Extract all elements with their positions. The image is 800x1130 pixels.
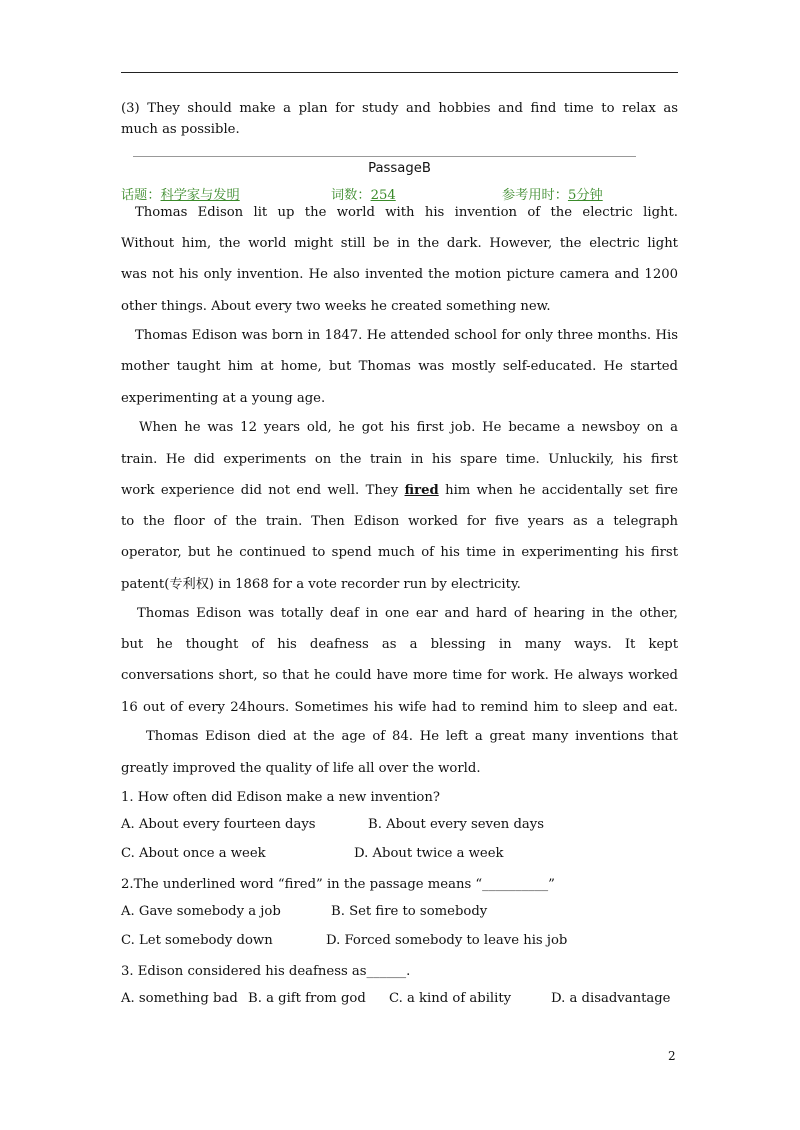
topic-meta (121, 184, 240, 203)
topic-value: 科学家与发明 (160, 188, 240, 203)
paragraph-line: greatly improved the quality of life all over the world. (121, 761, 481, 776)
time-meta (502, 184, 603, 203)
paragraph-line: operator, but he continued to spend much of his time in experimenting his first (121, 545, 678, 560)
paragraph-line: was not his only invention. He also invented the motion picture camera and 1200 (121, 267, 678, 282)
q2-option-a: A. Gave somebody a job (121, 904, 281, 919)
text-span: him when he accidentally set fire (438, 483, 678, 498)
q1-option-b: B. About every seven days (368, 817, 545, 832)
question-3: 3. Edison considered his deafness as______. (121, 964, 411, 979)
text-span: work experience did not end well. They (121, 483, 405, 498)
paragraph-line: other things. About every two weeks he created something new. (121, 299, 551, 314)
question-2: 2.The underlined word “fired” in the passage means “__________” (121, 877, 555, 892)
topic-label: 话题： (121, 188, 161, 203)
time-label: 参考用时： (502, 188, 568, 203)
paragraph-line: Thomas Edison died at the age of 84. He left a great many inventions that (146, 729, 678, 744)
q3-option-c: C. a kind of ability (389, 991, 512, 1006)
page-number: 2 (668, 1049, 676, 1063)
question-1: 1. How often did Edison make a new invention? (121, 790, 440, 805)
q1-option-d: D. About twice a week (354, 846, 504, 861)
prev-answer-line-1: (3) They should make a plan for study and hobbies and find time to relax as (121, 101, 678, 116)
q3-option-b: B. a gift from god (248, 991, 366, 1006)
header-rule (121, 72, 678, 73)
word-count-label: 词数： (331, 188, 371, 203)
word-count-meta (331, 184, 396, 203)
passage-title: PassageB (368, 161, 431, 176)
q2-option-c: C. Let somebody down (121, 933, 273, 948)
paragraph-line: to the floor of the train. Then Edison worked for five years as a telegraph (121, 514, 678, 529)
paragraph-line-fired (121, 481, 678, 501)
paragraph-line: but he thought of his deafness as a blessing in many ways. It kept (121, 637, 678, 652)
paragraph-line: 16 out of every 24hours. Sometimes his wife had to remind him to sleep and eat. (121, 700, 678, 715)
paragraph-line: Thomas Edison was born in 1847. He attended school for only three months. His (135, 328, 678, 343)
underlined-word-fired: fired (404, 483, 439, 498)
paragraph-line: train. He did experiments on the train in his spare time. Unluckily, his first (121, 452, 678, 467)
paragraph-line: When he was 12 years old, he got his first job. He became a newsboy on a (139, 420, 678, 435)
word-count-value: 254 (370, 188, 396, 203)
q1-option-c: C. About once a week (121, 846, 266, 861)
paragraph-line: patent(专利权) in 1868 for a vote recorder run by electricity. (121, 577, 521, 592)
paragraph-line: experimenting at a young age. (121, 391, 326, 406)
paragraph-line: conversations short, so that he could have more time for work. He always worked (121, 668, 678, 683)
paragraph-line: Without him, the world might still be in the dark. However, the electric light (121, 236, 678, 251)
q2-option-d: D. Forced somebody to leave his job (326, 933, 568, 948)
prev-answer-line-2: much as possible. (121, 122, 240, 137)
q2-option-b: B. Set fire to somebody (331, 904, 488, 919)
paragraph-line: Thomas Edison was totally deaf in one ear and hard of hearing in the other, (137, 606, 678, 621)
q3-option-a: A. something bad (121, 991, 238, 1006)
q3-option-d: D. a disadvantage (551, 991, 671, 1006)
paragraph-line: mother taught him at home, but Thomas was mostly self-educated. He started (121, 359, 678, 374)
section-divider (133, 156, 636, 157)
q1-option-a: A. About every fourteen days (121, 817, 316, 832)
paragraph-line: Thomas Edison lit up the world with his invention of the electric light. (135, 205, 678, 220)
time-value: 5分钟 (567, 188, 603, 203)
